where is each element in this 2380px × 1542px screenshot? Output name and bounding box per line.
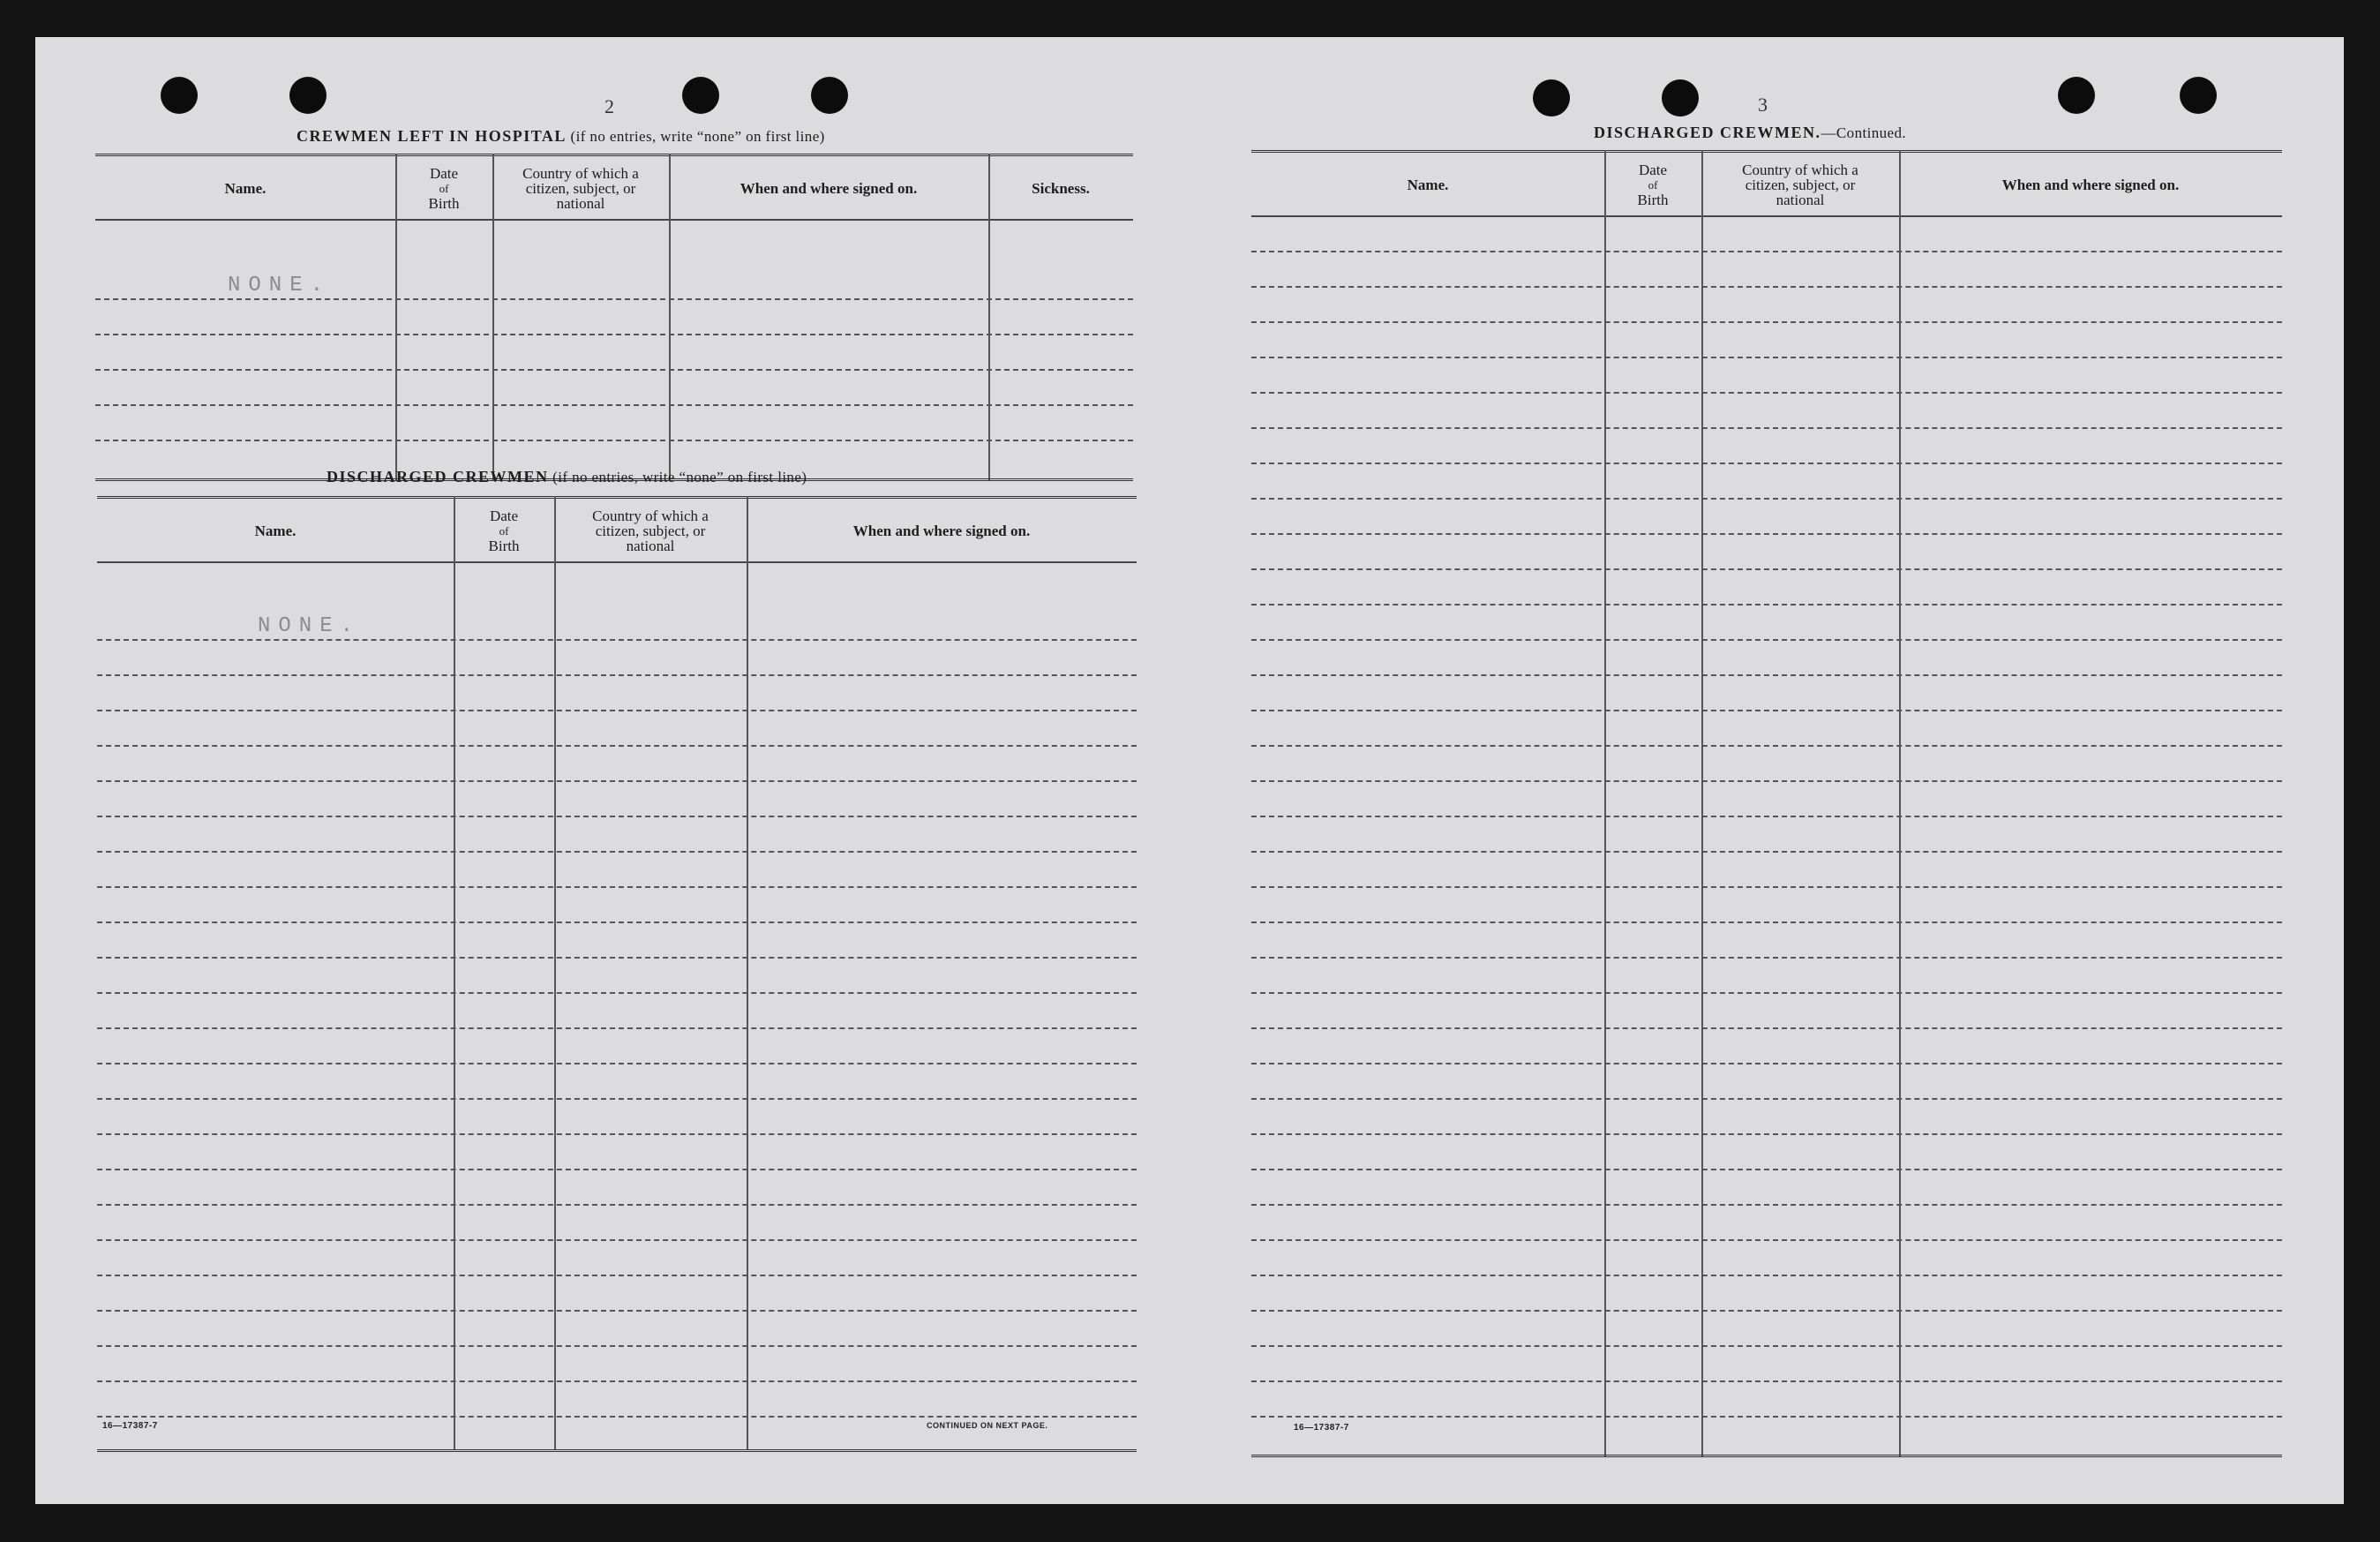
hospital-title-note: (if no entries, write “none” on first line): [566, 128, 825, 145]
page-number-left: 2: [604, 95, 614, 117]
punch-hole: [682, 77, 719, 114]
continued-header-name: Name.: [1407, 176, 1449, 193]
form-number-right: 16—17387-7: [1294, 1423, 1349, 1433]
discharged-table: [97, 496, 1137, 1453]
hospital-title-caps: CREWMEN LEFT IN HOSPITAL: [297, 127, 567, 145]
continued-header-signed: When and where signed on.: [2001, 176, 2180, 193]
discharged-title-note: (if no entries, write “none” on first line): [548, 469, 807, 485]
punch-hole: [811, 77, 848, 114]
hospital-section-title: [297, 127, 825, 146]
page-number-right: 3: [1758, 94, 1768, 116]
hospital-first-entry: NONE.: [228, 274, 332, 297]
discharged-header-country-line: citizen, subject, or: [595, 522, 706, 539]
continued-title-caps: DISCHARGED CREWMEN.: [1594, 124, 1821, 141]
continued-header-dob: [1604, 154, 1701, 215]
punch-hole: [2180, 77, 2217, 114]
continued-table: [1251, 150, 2282, 1460]
discharged-title-caps: DISCHARGED CREWMEN: [327, 468, 549, 485]
discharged-header-country-line: national: [626, 537, 675, 554]
hospital-table: [95, 154, 1133, 484]
discharged-header-dob-line: Date: [489, 507, 519, 524]
discharged-header-country-line: Country of which a: [592, 507, 709, 524]
hospital-header-dob: [395, 157, 492, 219]
continued-header-country-line: citizen, subject, or: [1745, 176, 1856, 193]
discharged-header-dob-line: Birth: [488, 537, 520, 554]
hospital-header-sickness: Sickness.: [1032, 179, 1090, 197]
discharged-section-title: [327, 468, 807, 486]
form-sheet: [35, 37, 2344, 1504]
continued-title-note: —Continued.: [1821, 124, 1907, 141]
hospital-header-name: Name.: [224, 179, 267, 197]
discharged-header-country: [554, 500, 747, 561]
discharged-first-entry: NONE.: [258, 614, 362, 638]
discharged-header-dob: [454, 500, 554, 561]
continued-section-title: [1594, 124, 1906, 142]
punch-hole: [161, 77, 198, 114]
punch-hole: [1662, 79, 1699, 117]
continued-header-country-line: national: [1776, 191, 1825, 208]
continued-note: CONTINUED ON NEXT PAGE.: [927, 1421, 1048, 1430]
continued-header-country: [1701, 154, 1899, 215]
continued-header-country-line: Country of which a: [1742, 161, 1858, 178]
continued-header-dob-line: Birth: [1637, 191, 1669, 208]
form-number-left: 16—17387-7: [102, 1421, 158, 1431]
hospital-header-country-line: national: [556, 194, 605, 212]
hospital-header-dob-line: Date: [429, 164, 459, 182]
hospital-header-dob-line: Birth: [428, 194, 460, 212]
continued-header-dob-line: of: [1648, 177, 1658, 192]
hospital-header-country-line: Country of which a: [522, 164, 639, 182]
punch-hole: [1533, 79, 1570, 117]
discharged-header-dob-line: of: [499, 523, 509, 538]
hospital-header-signed: When and where signed on.: [740, 179, 918, 197]
continued-header-dob-line: Date: [1638, 161, 1668, 178]
hospital-header-country-line: citizen, subject, or: [525, 179, 636, 197]
punch-hole: [2058, 77, 2095, 114]
discharged-header-signed: When and where signed on.: [852, 522, 1031, 539]
hospital-header-country: [492, 157, 669, 219]
punch-hole: [289, 77, 327, 114]
hospital-header-dob-line: of: [439, 181, 449, 195]
discharged-header-name: Name.: [254, 522, 297, 539]
